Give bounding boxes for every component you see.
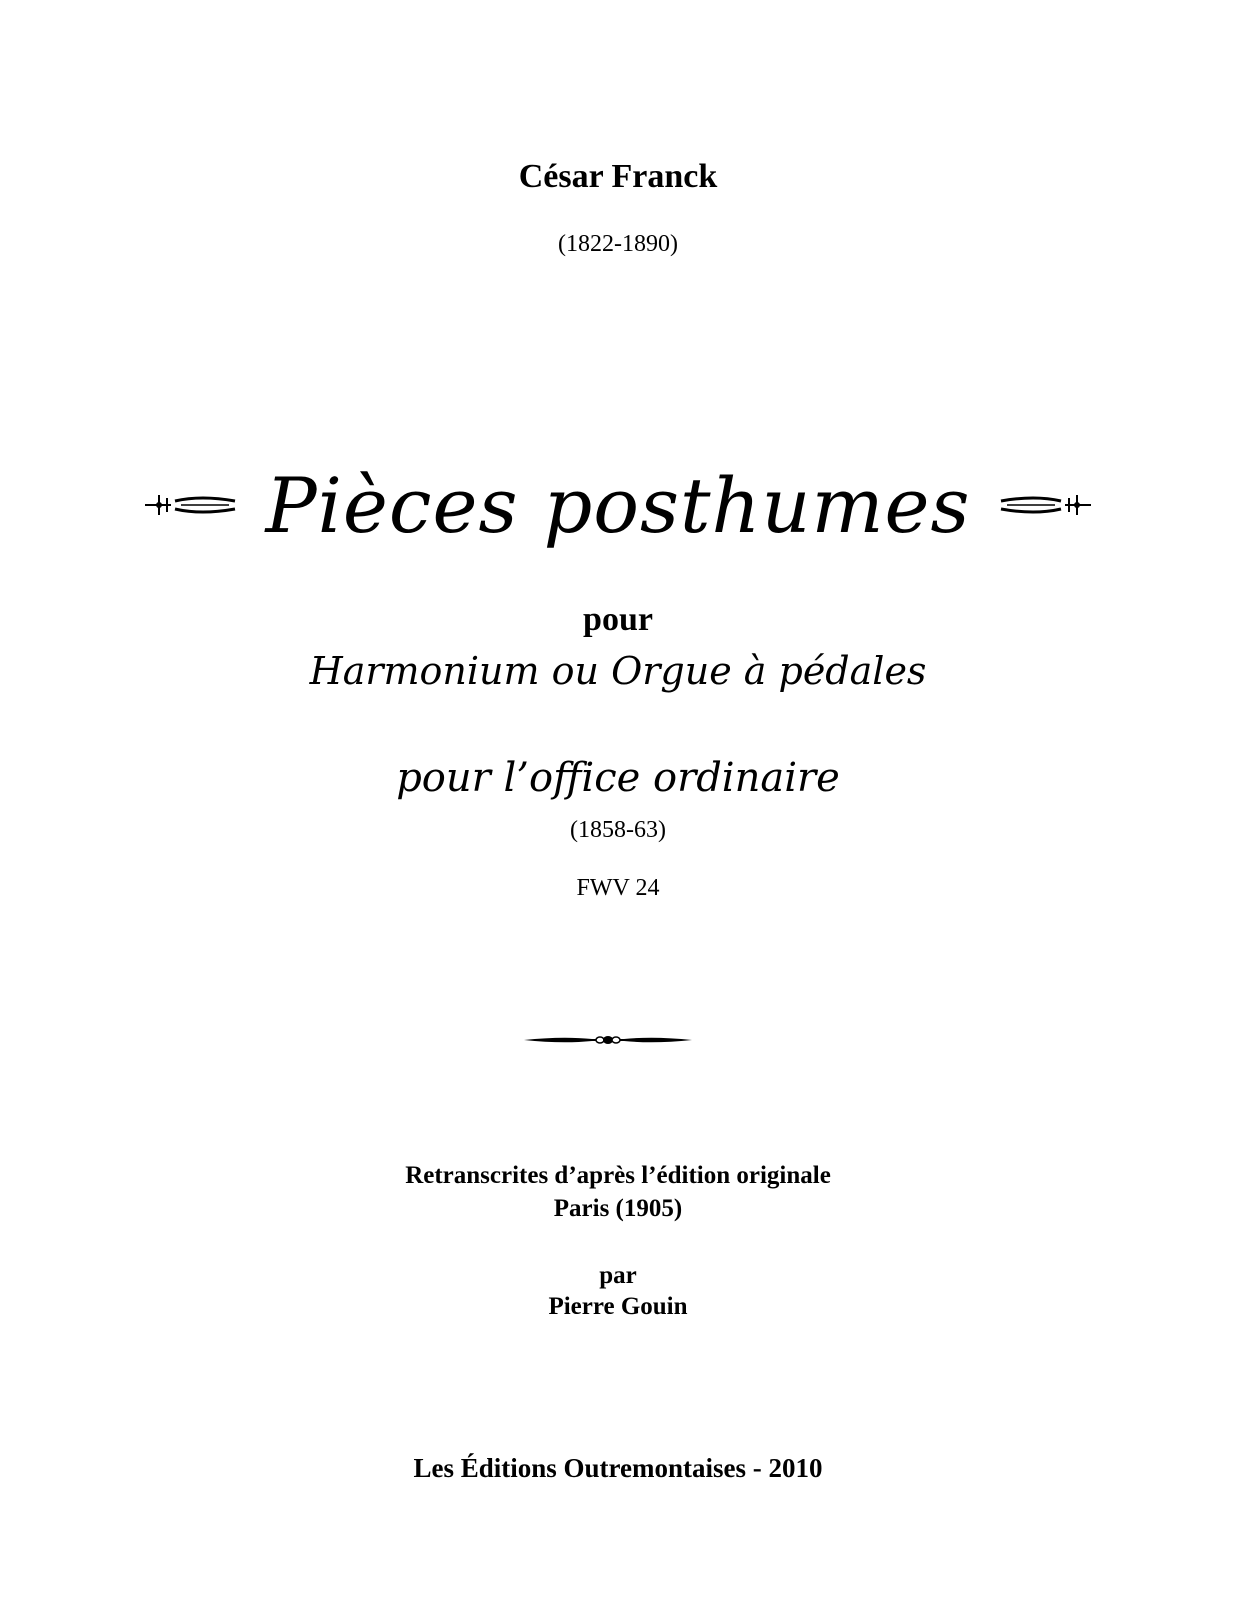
subtitle-office: pour l’office ordinaire [396, 755, 840, 801]
composer-dates: (1822-1890) [558, 231, 678, 257]
catalog-number: FWV 24 [576, 875, 660, 901]
composer-name: César Franck [518, 158, 718, 195]
publisher-line: Les Éditions Outremontaises - 2010 [413, 1453, 823, 1483]
ornamental-flourish-left-icon [141, 485, 241, 525]
composition-years: (1858-63) [570, 817, 666, 843]
subtitle-pour: pour [583, 601, 653, 638]
par-label: par [599, 1262, 637, 1289]
transcriber-name: Pierre Gouin [548, 1293, 688, 1320]
subtitle-instrument: Harmonium ou Orgue à pédales [309, 649, 927, 693]
retranscription-note: Retranscrites d’après l’édition originale [405, 1162, 831, 1189]
page-title: Pièces posthumes [265, 460, 971, 550]
source-edition: Paris (1905) [553, 1195, 683, 1222]
title-block [0, 455, 1236, 555]
ornamental-divider-icon [522, 1030, 694, 1050]
ornamental-flourish-right-icon [995, 485, 1095, 525]
